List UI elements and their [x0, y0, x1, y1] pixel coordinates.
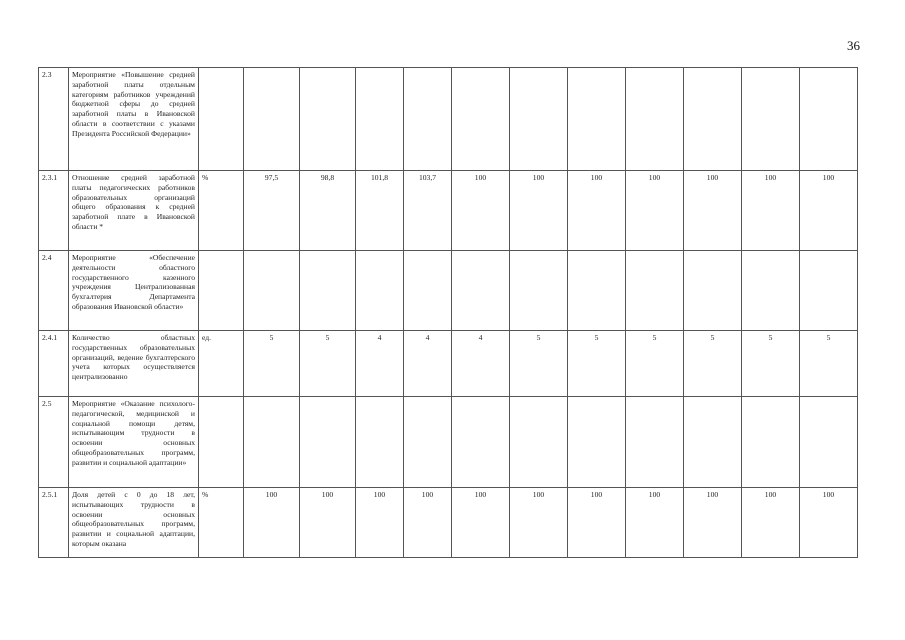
value-cell	[356, 68, 404, 171]
description-cell: Мероприятие «Оказание психолого-педагогической, медицинской и социальной помощи детям, испытывающим трудности в освоении основных общеобразовательных программ, развитии и социальной адаптации»	[69, 397, 199, 488]
value-cell: 100	[742, 488, 800, 558]
value-cell: 100	[300, 488, 356, 558]
value-cell: 100	[626, 488, 684, 558]
value-cell: 100	[684, 488, 742, 558]
value-cell	[742, 251, 800, 331]
value-cell	[244, 251, 300, 331]
value-cell	[742, 397, 800, 488]
row-number-cell: 2.3	[39, 68, 69, 171]
description-cell: Количество областных государственных образовательных организаций, ведение бухгалтерского учета которых осуществляется централизованно	[69, 331, 199, 397]
table-row	[39, 171, 858, 251]
value-cell: 100	[452, 488, 510, 558]
value-cell	[452, 397, 510, 488]
value-cell: 100	[404, 488, 452, 558]
value-cell: 103,7	[404, 171, 452, 251]
unit-cell	[199, 68, 244, 171]
value-cell: 5	[244, 331, 300, 397]
value-cell	[452, 68, 510, 171]
value-cell: 5	[300, 331, 356, 397]
value-cell: 4	[404, 331, 452, 397]
row-number-cell: 2.4.1	[39, 331, 69, 397]
unit-cell: %	[199, 171, 244, 251]
value-cell	[742, 68, 800, 171]
row-number-cell: 2.3.1	[39, 171, 69, 251]
value-cell	[800, 397, 858, 488]
description-cell: Мероприятие «Повышение средней заработной платы отдельным категориям работников учреждений бюджетной сферы до средней заработной платы в Ивановской области в соответствии с указами Президента Российской Федерации»	[69, 68, 199, 171]
value-cell	[356, 397, 404, 488]
value-cell: 98,8	[300, 171, 356, 251]
value-cell	[244, 397, 300, 488]
value-cell: 5	[510, 331, 568, 397]
value-cell	[800, 68, 858, 171]
value-cell: 4	[452, 331, 510, 397]
value-cell: 100	[510, 171, 568, 251]
value-cell: 101,8	[356, 171, 404, 251]
value-cell: 100	[684, 171, 742, 251]
description-cell: Отношение средней заработной платы педагогических работников образовательных организаций общего образования к средней заработной плате в Ивановской области *	[69, 171, 199, 251]
value-cell	[684, 397, 742, 488]
value-cell: 5	[742, 331, 800, 397]
value-cell	[510, 397, 568, 488]
value-cell	[568, 68, 626, 171]
value-cell: 100	[510, 488, 568, 558]
value-cell	[684, 251, 742, 331]
value-cell: 97,5	[244, 171, 300, 251]
value-cell: 100	[742, 171, 800, 251]
row-number-cell: 2.5.1	[39, 488, 69, 558]
table-row	[39, 68, 858, 171]
value-cell	[626, 251, 684, 331]
description-cell: Мероприятие «Обеспечение деятельности областного государственного казенного учреждения Централизованная бухгалтерия Департамента образования Ивановской области»	[69, 251, 199, 331]
value-cell: 100	[626, 171, 684, 251]
value-cell: 100	[356, 488, 404, 558]
value-cell	[568, 251, 626, 331]
row-number-cell: 2.5	[39, 397, 69, 488]
value-cell	[404, 397, 452, 488]
description-cell: Доля детей с 0 до 18 лет, испытывающих трудности в освоении основных общеобразовательных программ, развитии и социальной адаптации, которым оказана	[69, 488, 199, 558]
value-cell	[404, 251, 452, 331]
value-cell	[568, 397, 626, 488]
value-cell	[300, 397, 356, 488]
value-cell: 100	[800, 488, 858, 558]
unit-cell: %	[199, 488, 244, 558]
value-cell: 100	[452, 171, 510, 251]
unit-cell: ед.	[199, 331, 244, 397]
value-cell: 100	[244, 488, 300, 558]
table-row	[39, 331, 858, 397]
unit-cell	[199, 397, 244, 488]
value-cell: 100	[800, 171, 858, 251]
value-cell	[684, 68, 742, 171]
value-cell	[356, 251, 404, 331]
value-cell: 100	[568, 171, 626, 251]
value-cell	[300, 68, 356, 171]
table-body	[39, 68, 858, 558]
value-cell	[800, 251, 858, 331]
table-row	[39, 397, 858, 488]
value-cell	[244, 68, 300, 171]
value-cell	[300, 251, 356, 331]
page-number: 36	[847, 38, 860, 53]
value-cell: 5	[568, 331, 626, 397]
table-row	[39, 251, 858, 331]
value-cell	[626, 397, 684, 488]
value-cell: 5	[684, 331, 742, 397]
row-number-cell: 2.4	[39, 251, 69, 331]
unit-cell	[199, 251, 244, 331]
value-cell	[626, 68, 684, 171]
value-cell: 100	[568, 488, 626, 558]
value-cell: 4	[356, 331, 404, 397]
value-cell	[452, 251, 510, 331]
value-cell	[510, 68, 568, 171]
table-row	[39, 488, 858, 558]
value-cell	[510, 251, 568, 331]
indicators-table	[38, 67, 858, 558]
value-cell: 5	[800, 331, 858, 397]
value-cell: 5	[626, 331, 684, 397]
value-cell	[404, 68, 452, 171]
